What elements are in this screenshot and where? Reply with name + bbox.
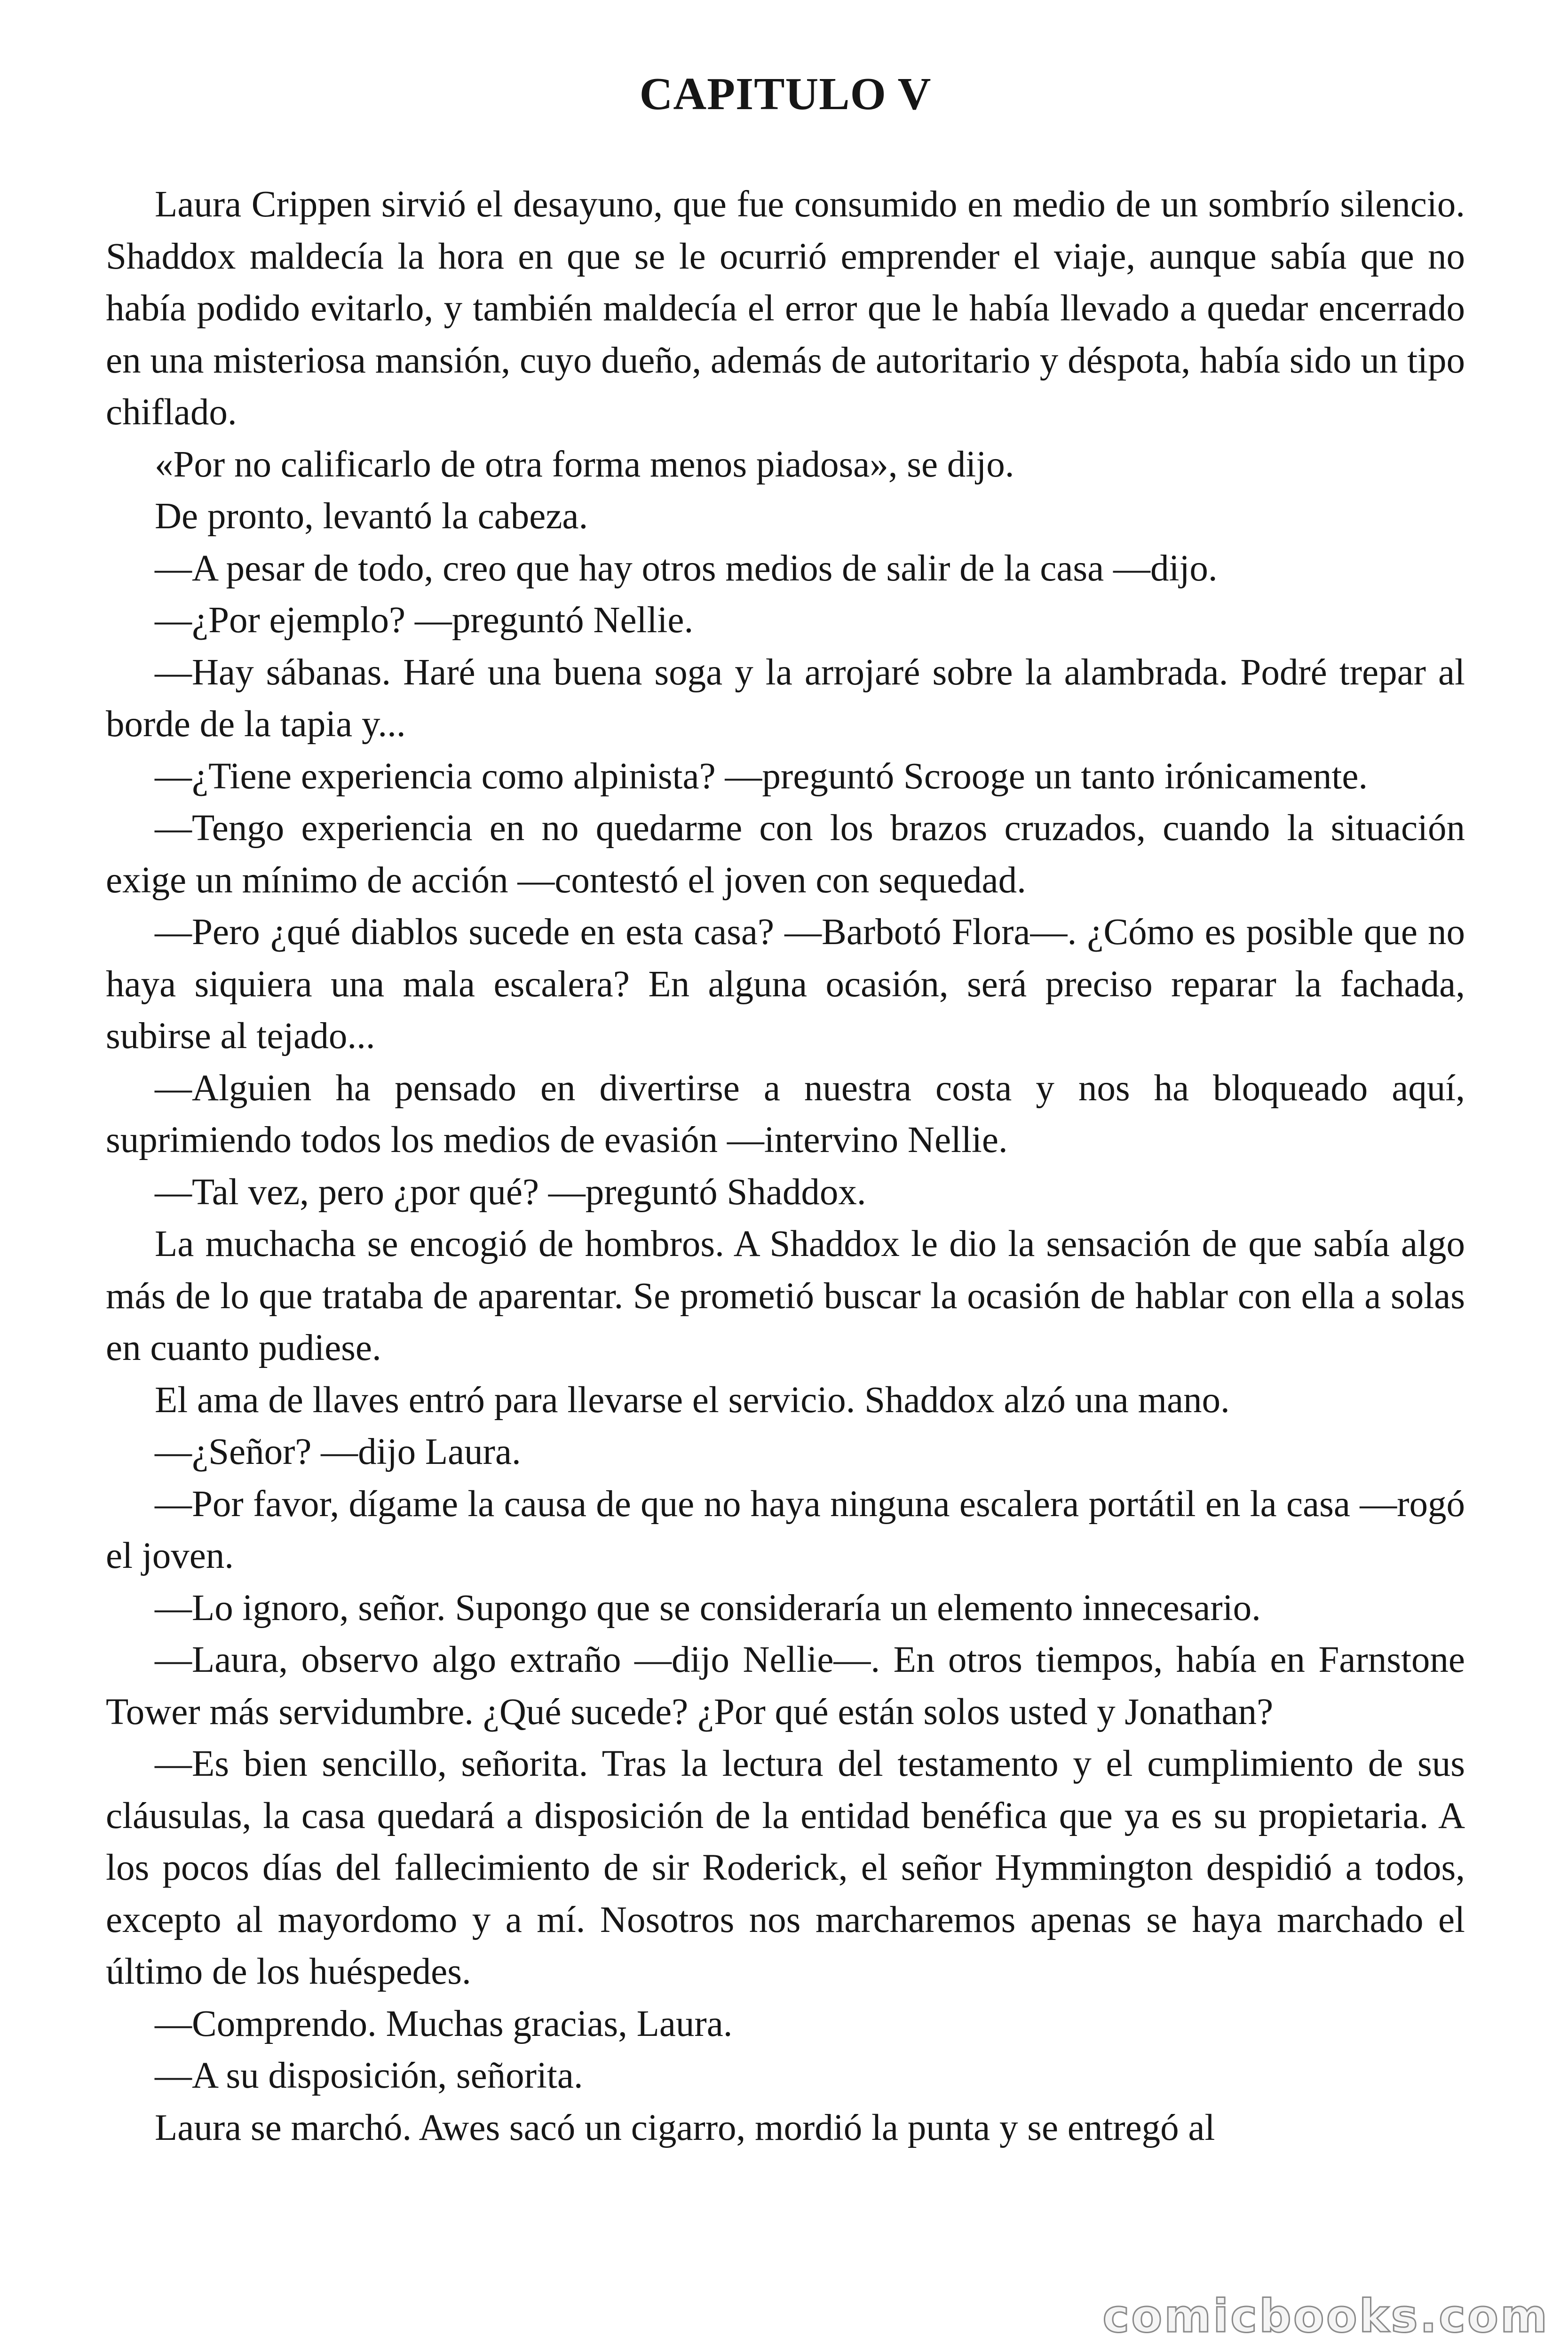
paragraph: —Pero ¿qué diablos sucede en esta casa? —Barbotó Flora—. ¿Cómo es posible que no haya siquiera una mala escalera? En alguna ocasión, será preciso reparar la fachada, subirse al tejado... — [106, 912, 1465, 1057]
paragraph: —Comprendo. Muchas gracias, Laura. — [155, 2003, 733, 2044]
paragraph: —A su disposición, señorita. — [155, 2055, 583, 2096]
paragraph: —Laura, observo algo extraño —dijo Nellie—. En otros tiempos, había en Farnstone Tower más servidumbre. ¿Qué sucede? ¿Por qué están solos usted y Jonathan? — [106, 1639, 1465, 1732]
paragraph: El ama de llaves entró para llevarse el servicio. Shaddox alzó una mano. — [155, 1379, 1230, 1421]
watermark: comicbooks.com — [1102, 2290, 1549, 2343]
paragraph: —Hay sábanas. Haré una buena soga y la arrojaré sobre la alambrada. Podré trepar al borde de la tapia y... — [106, 652, 1465, 745]
paragraph: De pronto, levantó la cabeza. — [155, 496, 588, 537]
chapter-title: CAPITULO V — [639, 69, 932, 119]
book-page — [106, 0, 1465, 2352]
paragraph: —Tengo experiencia en no quedarme con los brazos cruzados, cuando la situación exige un mínimo de acción —contestó el joven con sequedad. — [106, 808, 1465, 901]
paragraph: —Es bien sencillo, señorita. Tras la lectura del testamento y el cumplimiento de sus cláusulas, la casa quedará a disposición de la entidad benéfica que ya es su propietaria. A los pocos días del fallecimiento de sir Roderick, el señor Hymmington despidió a todos, excepto al mayordomo y a mí. Nosotros nos marcharemos apenas se haya marchado el último de los huéspedes. — [106, 1743, 1465, 1992]
paragraph: —Tal vez, pero ¿por qué? —preguntó Shaddox. — [155, 1171, 866, 1213]
paragraph: —Por favor, dígame la causa de que no haya ninguna escalera portátil en la casa —rogó el joven. — [106, 1483, 1465, 1576]
paragraph: —Alguien ha pensado en divertirse a nuestra costa y nos ha bloqueado aquí, suprimiendo todos los medios de evasión —intervino Nellie. — [106, 1067, 1465, 1160]
paragraph: —¿Por ejemplo? —preguntó Nellie. — [155, 600, 694, 641]
paragraph: —¿Señor? —dijo Laura. — [155, 1431, 521, 1472]
paragraph: La muchacha se encogió de hombros. A Shaddox le dio la sensación de que sabía algo más de lo que trataba de aparentar. Se prometió buscar la ocasión de hablar con ella a solas en cuanto pudiese. — [106, 1224, 1465, 1368]
paragraph: —Lo ignoro, señor. Supongo que se consideraría un elemento innecesario. — [155, 1587, 1261, 1629]
paragraph: «Por no calificarlo de otra forma menos piadosa», se dijo. — [155, 444, 1014, 485]
paragraph: —¿Tiene experiencia como alpinista? —preguntó Scrooge un tanto irónicamente. — [155, 755, 1368, 797]
paragraph: Laura Crippen sirvió el desayuno, que fue consumido en medio de un sombrío silencio. Shaddox maldecía la hora en que se le ocurrió emprender el viaje, aunque sabía que no había podido evitarlo, y también maldecía el error que le había llevado a quedar encerrado en una misteriosa mansión, cuyo dueño, además de autoritario y déspota, había sido un tipo chiflado. — [106, 184, 1465, 433]
paragraph: —A pesar de todo, creo que hay otros medios de salir de la casa —dijo. — [155, 548, 1218, 589]
chapter-body — [106, 179, 1465, 2154]
paragraph: Laura se marchó. Awes sacó un cigarro, mordió la punta y se entregó al — [155, 2107, 1215, 2148]
